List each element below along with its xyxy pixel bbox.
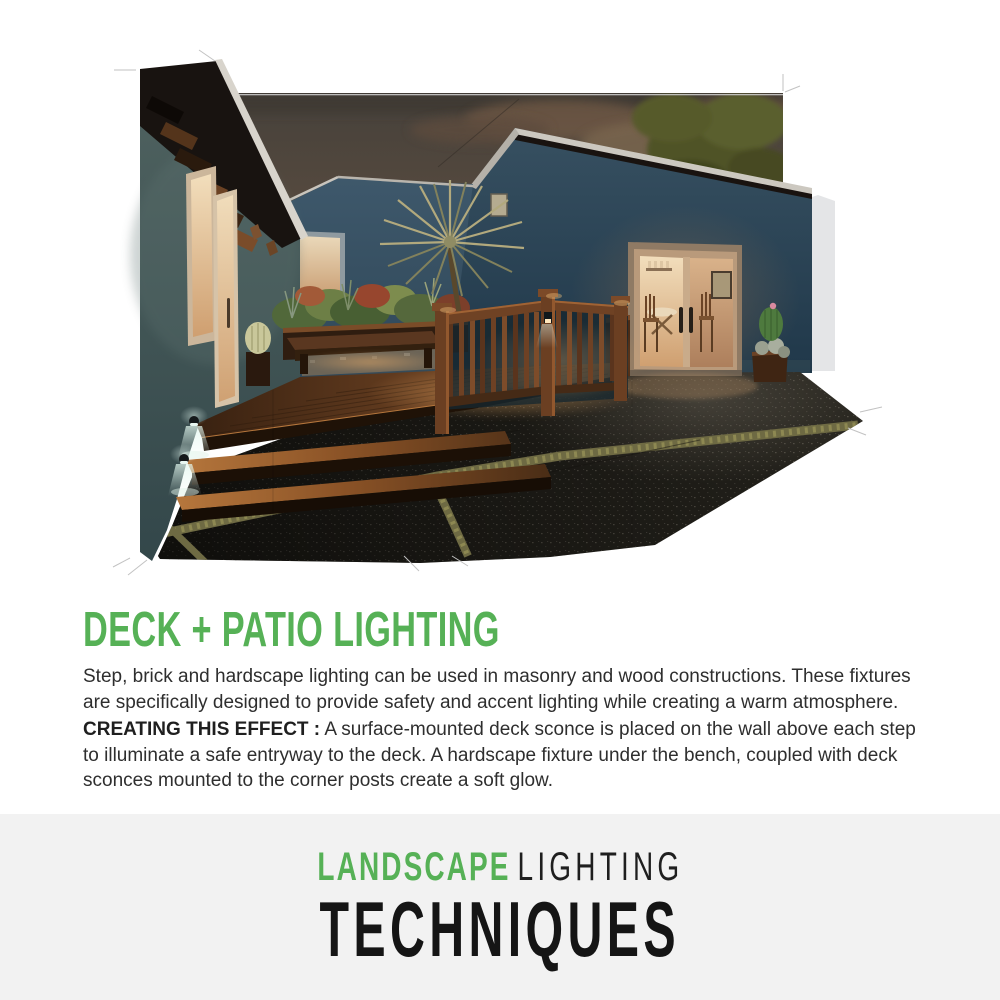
brand-word-landscape: LANDSCAPE: [317, 845, 511, 889]
page-fold: [812, 195, 835, 371]
left-glass-door: [213, 189, 239, 408]
effect-text: A surface-mounted deck sconce is placed on the wall above each step to illuminate a safe entryway to the deck. A hardscape fixture under the bench, coupled with deck sconces mounted to the corner posts create a soft glow.: [83, 719, 916, 791]
cactus-pot-left: [245, 322, 271, 386]
brand-word-lighting: LIGHTING: [517, 845, 683, 889]
bench: [287, 331, 440, 376]
footer-band: [0, 814, 1000, 1000]
intro-paragraph: Step, brick and hardscape lighting can be used in masonry and wood constructions. These fixtures are specifically designed to provide safety and accent lighting while creating a warm atmosphere.: [83, 666, 911, 713]
effect-label: CREATING THIS EFFECT :: [83, 719, 321, 740]
section-title: DECK + PATIO LIGHTING: [83, 603, 500, 657]
left-window: [186, 166, 218, 346]
footer-title: TECHNIQUES: [319, 885, 681, 973]
brand-line: [0, 847, 1000, 887]
effect-paragraph: [83, 717, 933, 794]
